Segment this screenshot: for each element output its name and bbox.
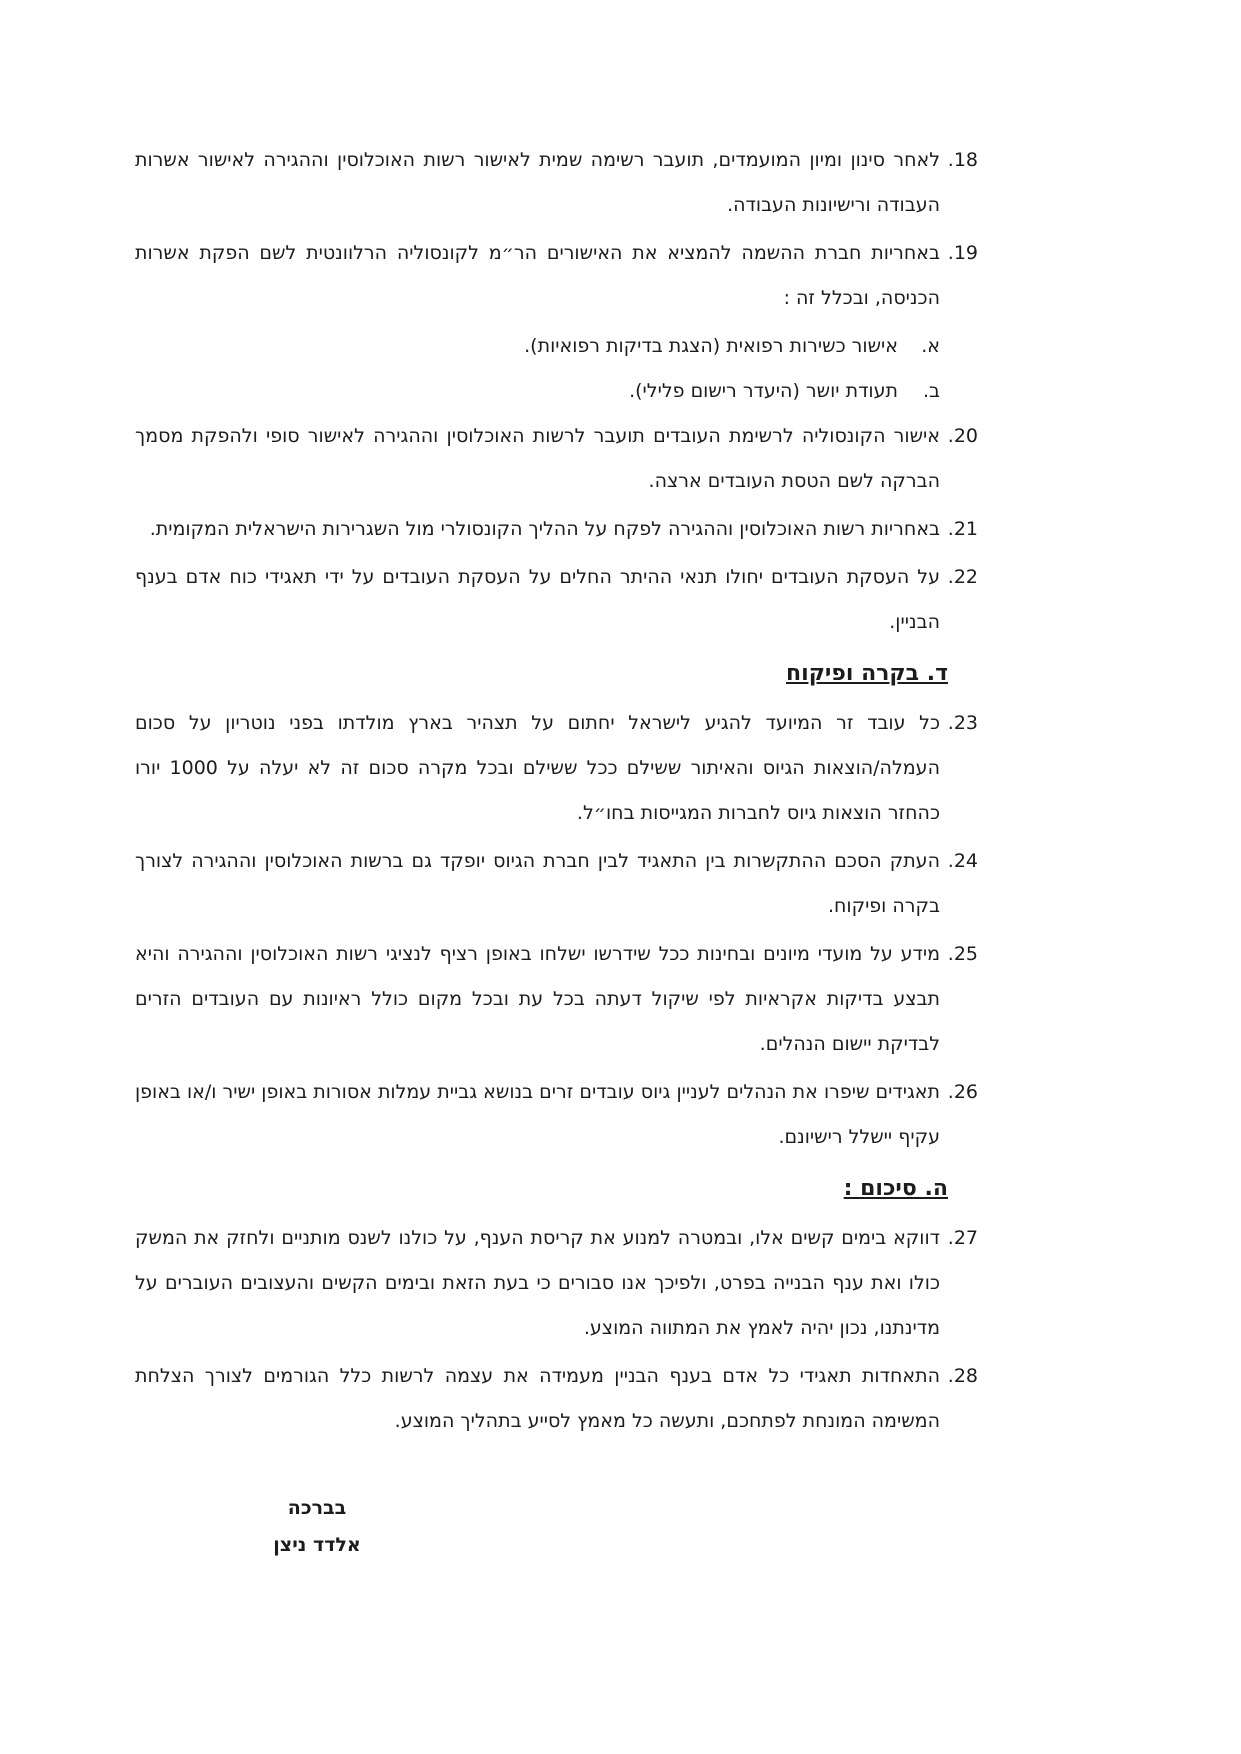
- item-text: אישור הקונסוליה לרשימת העובדים תועבר לרשות האוכלוסין וההגירה לאישור סופי ולהפקת מסמך הברקה לשם הטסת העובדים ארצה.: [135, 425, 940, 492]
- item-number: 19.: [947, 242, 978, 264]
- list-item-27: [135, 1216, 978, 1351]
- item-number: 26.: [947, 1081, 978, 1103]
- item-text: מידע על מועדי מיונים ובחינות ככל שידרשו ישלחו באופן רציף לנציגי רשות האוכלוסין וההגירה והיא תבצע בדיקות אקראיות לפי שיקול דעתה בכל עת ובכל מקום כולל ראיונות עם העובדים הזרים לבדיקת יישום הנהלים.: [135, 943, 940, 1055]
- item-number: 27.: [947, 1227, 978, 1249]
- list-item-28: [135, 1354, 978, 1444]
- item-number: 22.: [947, 566, 978, 588]
- item-text: על העסקת העובדים יחולו תנאי ההיתר החלים על העסקת העובדים על ידי תאגידי כוח אדם בענף הבניין.: [135, 566, 940, 633]
- list-item-24: [135, 839, 978, 929]
- subitem-text: אישור כשירות רפואית (הצגת בדיקות רפואיות).: [524, 335, 898, 357]
- list-item-26: [135, 1070, 978, 1160]
- signature-greeting: בברכה: [287, 1497, 347, 1519]
- list-item-20: [135, 414, 978, 504]
- item-number: 21.: [947, 518, 978, 540]
- item-number: 20.: [947, 425, 978, 447]
- list-item-18: [135, 138, 978, 228]
- subitem-letter: א.: [921, 335, 940, 357]
- item-number: 18.: [947, 149, 978, 171]
- item-text: דווקא בימים קשים אלו, ובמטרה למנוע את קריסת הענף, על כולנו לשנס מותניים ולחזק את המשק כולו ואת ענף הבנייה בפרט, ולפיכך אנו סבורים כי בעת הזאת ובימים הקשים והעצובים העוברים על מדינתנו, נכון יהיה לאמץ את המתווה המוצע.: [135, 1227, 940, 1339]
- item-number: 28.: [947, 1365, 978, 1387]
- item-text: באחריות רשות האוכלוסין וההגירה לפקח על ההליך הקונסולרי מול השגרירות הישראלית המקומית.: [149, 518, 940, 540]
- item-text: התאחדות תאגידי כל אדם בענף הבניין מעמידה את עצמה לרשות כלל הגורמים לצורך הצלחת המשימה המונחת לפתחכם, ותעשה כל מאמץ לסייע בתהליך המוצע.: [135, 1365, 940, 1432]
- list-subitem-19a: [135, 324, 940, 369]
- section-heading-supervision: ד. בקרה ופיקוח: [786, 661, 948, 686]
- subitem-text: תעודת יושר (היעדר רישום פלילי).: [629, 380, 898, 402]
- signature-name: אלדד ניצן: [273, 1534, 361, 1556]
- item-text: כל עובד זר המיועד להגיע לישראל יחתום על תצהיר בארץ מולדתו בפני נוטריון על סכום העמלה/הוצאות הגיוס והאיתור ששילם ככל ששילם ובכל מקרה סכום זה לא יעלה על 1000 יורו כהחזר הוצאות גיוס לחברות המגייסות בחו״ל.: [135, 712, 940, 824]
- section-heading-summary: ה. סיכום :: [843, 1176, 948, 1201]
- item-text: העתק הסכם ההתקשרות בין התאגיד לבין חברת הגיוס יופקד גם ברשות האוכלוסין וההגירה לצורך בקרה ופיקוח.: [135, 850, 940, 917]
- item-number: 23.: [947, 712, 978, 734]
- item-number: 25.: [947, 943, 978, 965]
- subitem-letter: ב.: [922, 380, 940, 402]
- list-item-25: [135, 932, 978, 1067]
- list-item-23: [135, 701, 978, 836]
- list-item-21: [135, 507, 978, 552]
- list-item-19: [135, 231, 978, 321]
- list-subitem-19b: [135, 369, 940, 414]
- list-item-22: [135, 555, 978, 645]
- item-text: באחריות חברת ההשמה להמציא את האישורים הר״מ לקונסוליה הרלוונטית לשם הפקת אשרות הכניסה, ובכלל זה :: [135, 242, 940, 309]
- item-text: לאחר סינון ומיון המועמדים, תועבר רשימה שמית לאישור רשות האוכלוסין וההגירה לאישור אשרות העבודה ורישיונות העבודה.: [135, 149, 940, 216]
- item-text: תאגידים שיפרו את הנהלים לעניין גיוס עובדים זרים בנושא גביית עמלות אסורות באופן ישיר ו/או באופן עקיף יישלל רישיונם.: [135, 1081, 940, 1148]
- signature-block: [254, 1490, 380, 1564]
- item-number: 24.: [947, 850, 978, 872]
